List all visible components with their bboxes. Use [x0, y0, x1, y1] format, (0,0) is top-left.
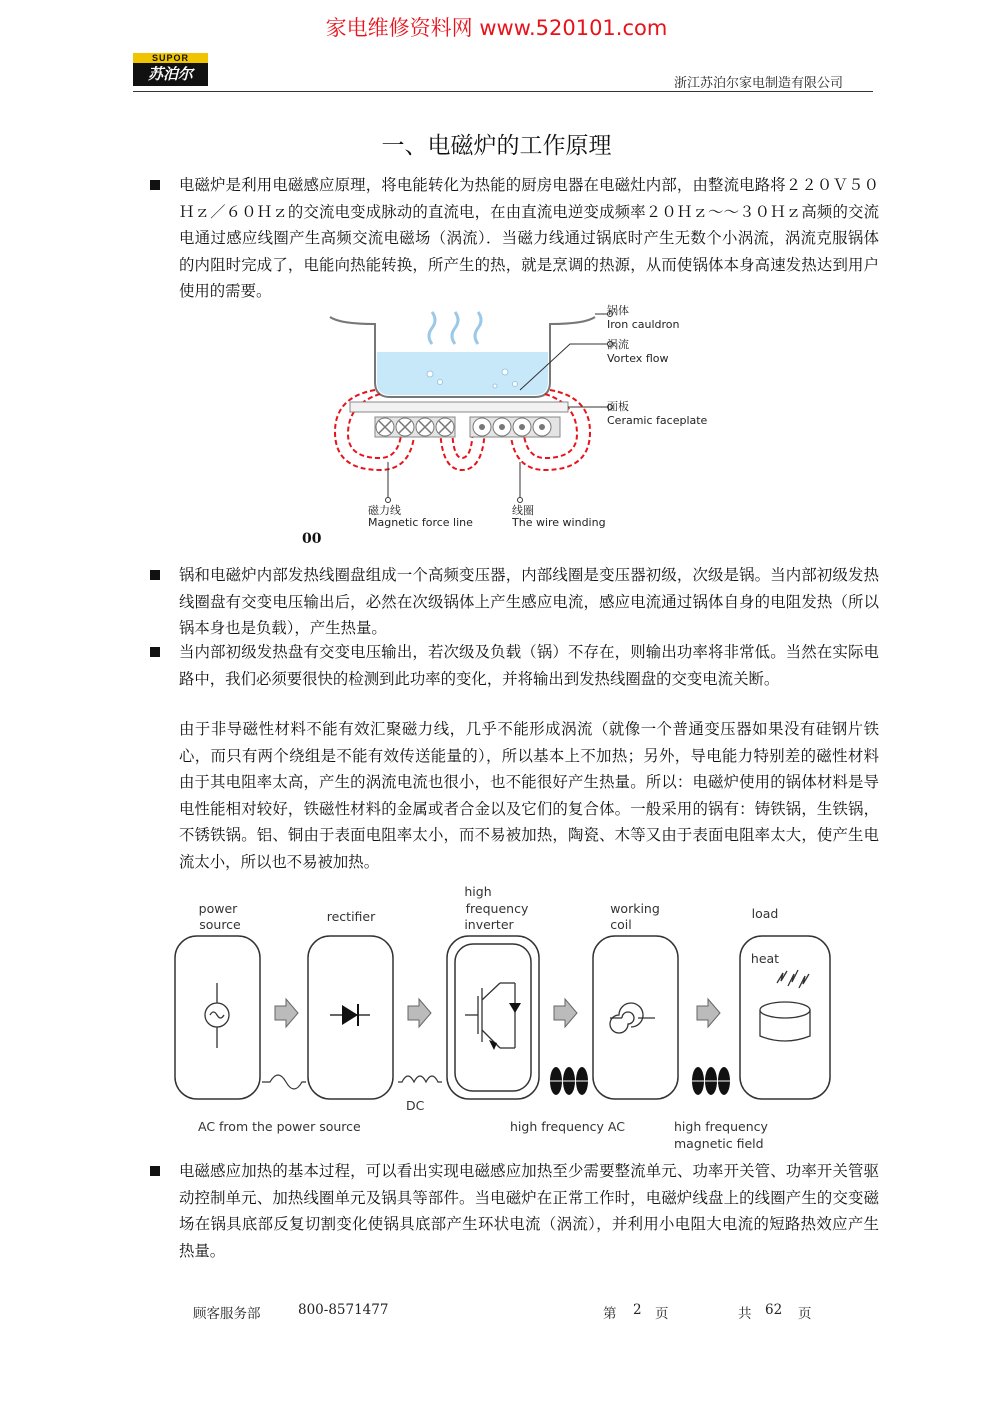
stage-label-coil-2: coil: [610, 917, 632, 932]
stage-label-inverter-2: frequency: [465, 901, 529, 916]
paragraph-no-load: 当内部初级发热盘有交变电压输出，若次级及负载（锅）不存在，则输出功率将非常低。当然在实际电路中，我们必须要很快的检测到此功率的变化，并将输出到发热线圈盘的交变电流关断。: [179, 643, 879, 688]
label-vortex-cn: 涡流: [607, 338, 629, 351]
label-field-en: Magnetic force line: [368, 516, 473, 529]
stage-label-rectifier: rectifier: [326, 909, 376, 924]
stage-label-power-source-2: source: [199, 917, 241, 932]
stage-label-power-source-1: power: [198, 901, 238, 916]
label-coil-en: The wire winding: [512, 516, 606, 529]
label-pot-cn: 锅体: [607, 304, 629, 317]
induction-cross-section-diagram: [320, 302, 740, 532]
logo-brand-en: SUPOR: [133, 53, 208, 63]
footer-total-suffix: 页: [798, 1306, 812, 1322]
stage-label-load: load: [751, 906, 779, 921]
coil-winding: [375, 417, 560, 437]
watermark-text: 家电维修资料网 www.520101.com: [325, 16, 668, 40]
label-coil-cn: 线圈: [512, 504, 534, 517]
label-hf-field-1: high frequency: [674, 1119, 768, 1134]
hf-ac-wave-icon: [550, 1067, 588, 1095]
paragraph-materials: 由于非导磁性材料不能有效汇聚磁力线，几乎不能形成涡流（就像一个普通变压器如果没有硅钢片铁心，而只有两个绕组是不能有效传送能量的），所以基本上不加热；另外，导电能力特别差的磁性材料由于其电阻率太高，产生的涡流电流也很小，也不能很好产生热量。所以：电磁炉使用的锅体材料是导电性能相对较好，铁磁性材料的金属或者合金以及它们的复合体。一般采用的锅有：铸铁锅，生铁锅，不锈铁锅。铝、铜由于表面电阻率太小，而不易被加热，陶瓷、木等又由于表面电阻率太大，使产生电流太小，所以也不易被加热。: [179, 720, 879, 871]
bullet-icon: [150, 570, 160, 580]
stage-box-power: [175, 936, 260, 1099]
label-ac-source: AC from the power source: [198, 1119, 361, 1134]
logo-brand-cn: 苏泊尔: [133, 63, 208, 86]
label-hf-ac: high frequency AC: [510, 1119, 625, 1134]
stage-label-inverter-1: high: [464, 884, 492, 899]
supor-logo: [133, 53, 208, 86]
label-plate-en: Ceramic faceplate: [607, 414, 708, 427]
steam-icon: [429, 312, 481, 344]
bullet-icon: [150, 180, 160, 190]
company-name: 浙江苏泊尔家电制造有限公司: [673, 76, 843, 91]
label-vortex-en: Vortex flow: [607, 352, 669, 365]
ceramic-plate: [350, 402, 568, 412]
footer-page-prefix: 第: [603, 1306, 617, 1322]
footer-total-number: 62: [765, 1302, 783, 1318]
induction-block-diagram: [160, 878, 840, 1158]
paragraph-process: 电磁感应加热的基本过程，可以看出实现电磁感应加热至少需要整流单元、功率开关管、功率开关管驱动控制单元、加热线圈单元及锅具等部件。当电磁炉在正常工作时，电磁炉线盘上的线圈产生的交变磁场在锅具底部反复切割变化使锅具底部产生环状电流（涡流），并利用小电阻大电流的短路热效应产生热量。: [179, 1162, 879, 1260]
label-hf-field-2: magnetic field: [674, 1136, 764, 1151]
bullet-icon: [150, 647, 160, 657]
footer-page-suffix: 页: [655, 1306, 669, 1322]
stage-label-inverter-3: inverter: [464, 917, 514, 932]
page-title: 一、电磁炉的工作原理: [381, 133, 612, 159]
bullet-icon: [150, 1166, 160, 1176]
heat-label: heat: [750, 951, 780, 966]
footer-dept: 顾客服务部: [193, 1306, 261, 1322]
stage-label-coil-1: working: [610, 901, 660, 916]
label-pot-en: Iron cauldron: [607, 318, 680, 331]
paragraph-transformer: 锅和电磁炉内部发热线圈盘组成一个高频变压器，内部线圈是变压器初级，次级是锅。当内部初级发热线圈盘有交变电压输出后，必然在次级锅体上产生感应电流，感应电流通过锅体自身的电阻发热（所以锅本身也是负载），产生热量。: [179, 566, 879, 638]
paragraph-principle: 电磁炉是利用电磁感应原理，将电能转化为热能的厨房电器在电磁灶内部，由整流电路将２２０Ｖ５０Ｈｚ／６０Ｈｚ的交流电变成脉动的直流电，在由直流电逆变成频率２０Ｈｚ～～３０Ｈｚ高频的交流电通过感应线圈产生高频交流电磁场（涡流）．当磁力线通过锅底时产生无数个小涡流，涡流克服锅体的内阻时完成了，电能向热能转换，所产生的热，就是烹调的热源，从而使锅体本身高速发热达到用户使用的需要。: [179, 176, 879, 301]
footer-page-number: 2: [633, 1302, 642, 1318]
footer-phone: 800-8571477: [298, 1302, 389, 1318]
figure-caption: 00: [302, 531, 322, 547]
footer-total-prefix: 共: [738, 1306, 752, 1322]
pot-load-icon: [760, 1002, 810, 1041]
stage-box-coil: [593, 936, 678, 1099]
label-field-cn: 磁力线: [368, 504, 401, 517]
label-dc: DC: [406, 1098, 425, 1113]
water-fill: [377, 352, 548, 395]
label-plate-cn: 面板: [607, 400, 629, 413]
header-divider: [133, 91, 873, 92]
hf-field-wave-icon: [692, 1067, 730, 1095]
